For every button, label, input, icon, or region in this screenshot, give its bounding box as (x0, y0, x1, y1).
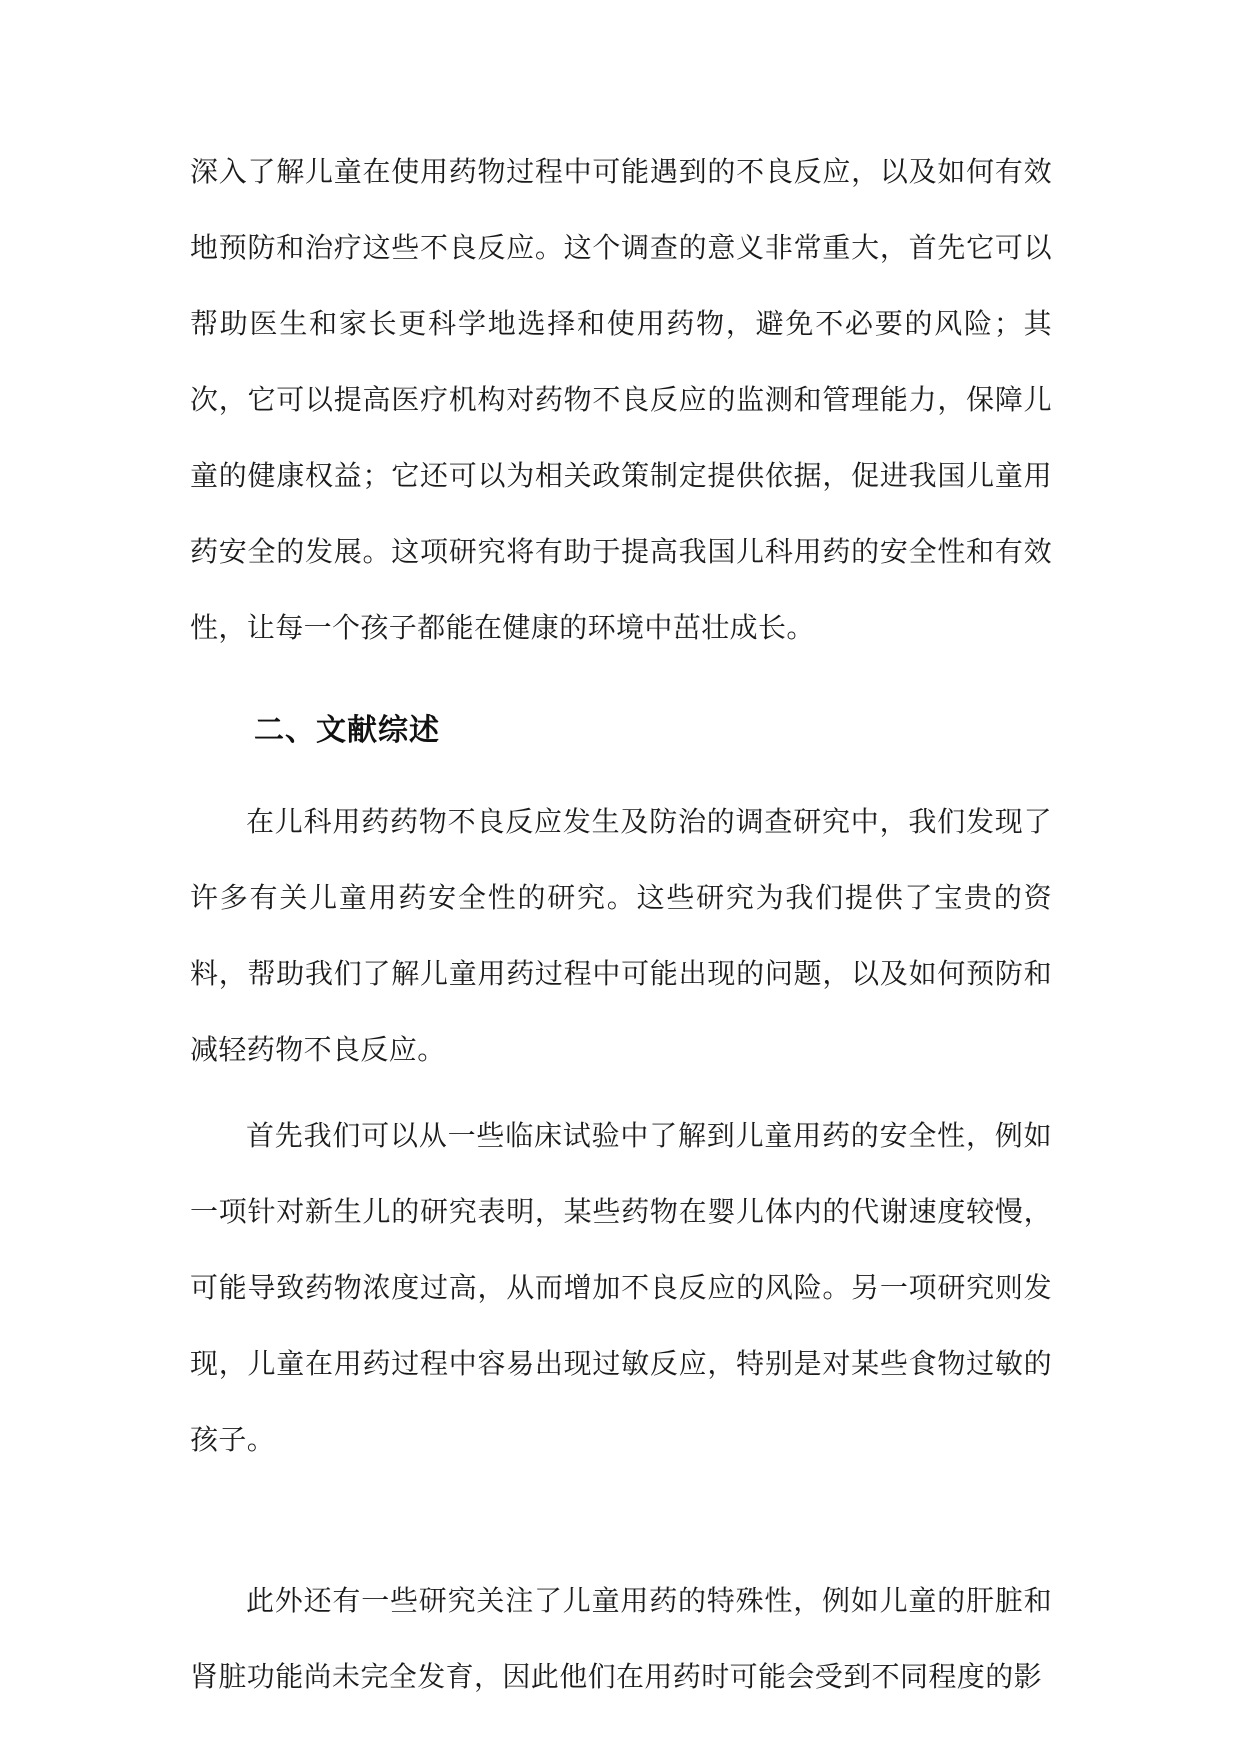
body-paragraph: 此外还有一些研究关注了儿童用药的特殊性，例如儿童的肝脏和肾脏功能尚未完全发育，因此他们在用药时可能会受到不同程度的影 (190, 1584, 1052, 1693)
section-heading: 二、文献综述 (254, 713, 440, 748)
body-paragraph: 在儿科用药药物不良反应发生及防治的调查研究中，我们发现了许多有关儿童用药安全性的研究。这些研究为我们提供了宝贵的资料，帮助我们了解儿童用药过程中可能出现的问题，以及如何预防和减轻药物不良反应。 (190, 805, 1052, 1066)
body-paragraph: 深入了解儿童在使用药物过程中可能遇到的不良反应，以及如何有效地预防和治疗这些不良反应。这个调查的意义非常重大，首先它可以帮助医生和家长更科学地选择和使用药物，避免不必要的风险；其次，它可以提高医疗机构对药物不良反应的监测和管理能力，保障儿童的健康权益；它还可以为相关政策制定提供依据，促进我国儿童用药安全的发展。这项研究将有助于提高我国儿科用药的安全性和有效性，让每一个孩子都能在健康的环境中茁壮成长。 (190, 155, 1052, 644)
body-paragraph: 首先我们可以从一些临床试验中了解到儿童用药的安全性，例如一项针对新生儿的研究表明，某些药物在婴儿体内的代谢速度较慢，可能导致药物浓度过高，从而增加不良反应的风险。另一项研究则发现，儿童在用药过程中容易出现过敏反应，特别是对某些食物过敏的孩子。 (190, 1119, 1052, 1456)
